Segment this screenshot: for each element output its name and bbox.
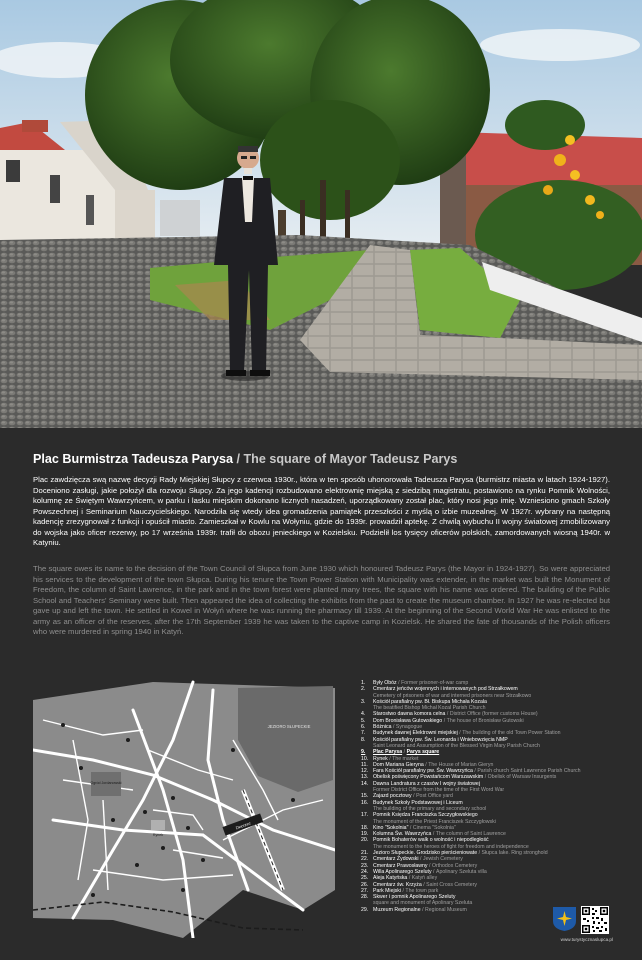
legend-label-en: Parish church Saint Lawrence Parish Church (477, 768, 581, 775)
legend-number: 6. (361, 724, 366, 731)
legend-label-en: Apolinary Szeluta villa (436, 868, 487, 875)
description-pl: Plac zawdzięcza swą nazwę decyzji Rady Miejskiej Słupcy z czerwca 1930r., która w ten sposób uhonorowała Tadeusza Parysa (burmistrz miasta w latach 1924-1927). Doceniono zasługi, jakie położył dla rozwoju Słupcy. Za jego kadencji rozbudowano elektrownię miejską z siedzibą magistratu, postawiono na rynku Pomnik Wolności, kolumnę ze Świętym Wawrzyńcem, w parku i lasku miejskim dokonano licznych nasadzeń, uporządkowany został plac, który nosi jego imię. Wzniesiono gmach Szkoły Powszechnej i Seminarium Nauczycielskiego. Narodziła się wtedy idea gromadzenia pamiątek przeszłości z myślą o izbie muzealnej. W 1927r. wybrany na następną kadencję zrezygnował z funkcji i opuścił miasto. Zamieszkał w Kowlu na Wołyniu, gdzie do 1939r. prowadził aptekę. Z chwilą wybuchu II wojny światowej zmobilizowany do wojska jako oficer rezerwy, po 17 września 1939r. trafił do obozu jenieckiego w Kozielsku. Podzielił los tysięcy oficerów polskich, zamordowanych wiosną 1940r. w Katyniu. (33, 475, 610, 547)
legend-number: 5. (361, 717, 366, 724)
legend-item-17-translation: The monument of the Priest Franciszek Szczygłowski (373, 818, 496, 825)
map-label-station: Dworzec (235, 820, 252, 831)
legend-number: 4. (361, 711, 366, 718)
map-label-square: Rynek (152, 833, 164, 837)
legend-label-pl: Kościół parafialny pw. Bł. Biskupa Michała Kozala (373, 698, 487, 705)
legend-separator: / (459, 730, 461, 737)
legend-label-pl: Willa Apolinarego Szeluty (373, 868, 432, 875)
page-title (33, 452, 613, 466)
legend-separator: / (403, 749, 406, 756)
legend-label-pl: Dawna Landratura z czasów I wojny światowej (373, 780, 480, 787)
legend-label-pl: Pomnik Księdza Franciszka Szczygłowskiego (373, 812, 478, 819)
legend-label-pl: Kino "Sokolnia" (373, 824, 409, 831)
legend-label-pl: Budynek Szkoły Podstawowej i Liceum (373, 799, 463, 806)
legend-item-3-translation: The beatified Bishop Michał Kozal Parish Church (373, 705, 486, 712)
legend-separator: / (392, 724, 395, 731)
legend-label-pl: Fara Kościół parafialny pw. Św. Wawrzyńca (373, 768, 473, 775)
legend-label-en: The building of the old Town Power Station (462, 730, 561, 737)
legend-separator: / (402, 887, 404, 894)
legend-item-2-translation: Cemetery of prisoners of war and interned prisoners near Strzałkowo (373, 692, 532, 699)
legend-label-en: The column of Saint Lawrence (435, 831, 506, 838)
legend-number: 9. (361, 749, 366, 756)
legend-label-en: District Office (former customs House) (449, 711, 538, 718)
legend-label-en: The house of Bronisław Gutowski (446, 717, 524, 724)
legend-label-en: Słupca lake. Ring stronghold (481, 850, 548, 857)
legend-label-en: The market (392, 755, 419, 762)
legend-number: 11. (361, 761, 368, 768)
legend-label-en: Orthodox Cemetery (431, 862, 478, 869)
legend-separator: / (432, 831, 435, 838)
legend-number: 22. (361, 856, 369, 863)
legend-label-pl: Muzeum Regionalne (373, 906, 421, 913)
legend-label-en: Obelisk of Warsaw Insurgents (487, 774, 557, 781)
legend-label-pl: Bóżnica (373, 724, 392, 731)
legend-label-pl: Cmentarz Prawosławny (373, 862, 428, 869)
legend-number: 12. (361, 768, 369, 775)
website-url[interactable]: www.turystycznaslupca.pl (560, 937, 613, 942)
legend-label-pl: Skwer i pomnik Apolinarego Szeluty (373, 894, 456, 901)
legend-number: 7. (361, 730, 366, 737)
legend-separator: / (413, 793, 415, 800)
legend-label-en: Post Office yard (416, 793, 453, 800)
legend-number: 8. (361, 736, 366, 743)
map-label-park: Ogród Jordanowski (90, 781, 122, 785)
legend-label-pl: Aleja Katyńska (373, 875, 408, 882)
legend-separator: / (422, 906, 424, 913)
legend-label-pl: Plac Parysa (373, 749, 403, 756)
legend-label-en: The House of Marian Gieryn (428, 761, 494, 768)
title-pl: Plac Burmistrza Tadeusza Parysa (33, 452, 233, 466)
legend-item-8-translation: Saint Leonard and Assumption of the Blessed Virgin Mary Parish Church (373, 742, 540, 749)
legend-label-en: Katyń alley (411, 875, 438, 882)
square-photo (0, 0, 642, 428)
legend-label-en: Cinema "Sokolnia" (412, 824, 456, 831)
legend-label-en: Regional Museum (425, 906, 467, 913)
legend-separator: / (409, 824, 412, 831)
legend-separator: / (408, 875, 411, 882)
legend-label-en: Synagogue (395, 724, 423, 731)
legend-number: 29. (361, 906, 369, 913)
legend-separator: / (423, 881, 425, 888)
legend-label-pl: Pomnik Bohaterów walk o wolność i niepodległość (373, 837, 489, 844)
legend-label-pl: Cmentarz św. Krzyża (373, 881, 422, 888)
legend-item-16-translation: The building of the primary and secondary school (373, 805, 487, 812)
legend-label-en: Saint Cross Cemetery (426, 881, 477, 888)
legend-number: 19. (361, 831, 369, 838)
legend-label-pl: Starostwo dawna komora celna (373, 711, 446, 718)
town-map (33, 680, 335, 938)
title-en: The square of Mayor Tadeusz Parys (243, 452, 458, 466)
square-illustration (0, 0, 642, 428)
legend-item-28-translation: square and monument of Apolinary Szeluta (373, 900, 473, 907)
legend-number: 20. (361, 837, 369, 844)
legend-label-pl: Dom Mariana Gieryna (373, 761, 424, 768)
legend-number: 3. (361, 698, 366, 705)
description-en: The square owes its name to the decision of the Town Council of Słupca from June 1930 which honoured Tadeusz Parys (the Mayor in 1924-1927). So were appreciated his services to the development of the town Słupca. During his tenure the Town Power Station with Municipality was extender, in the market was built the Monument of Freedom, the column of Saint Lawrence, in the park and in the town forest were planted many trees, the square with his name was ordered. The building of the Public School and Teachers' Seminary were built. Then appeared the idea of collecting the exhibits from the past to create the museum chamber. In 1927 he was re-elected but gave up and left the town. He settled in Kowel in Wołyń where he was running the pharmacy till 1939. At the beginning of the Second World War He was enlisted to the army as an officer of the reserves, after the 17th September 1939 he was taken to the captive camp in Kozielsk. He shared the fate of thousands of the Polish officers who were murdered in spring 1940 in Katyń. (33, 564, 610, 636)
legend-number: 26. (361, 881, 369, 888)
legend-number: 15. (361, 793, 369, 800)
title-separator: / (236, 452, 240, 466)
legend-number: 1. (361, 680, 366, 686)
legend-number: 10. (361, 755, 369, 762)
legend-number: 17. (361, 812, 369, 819)
legend-separator: / (389, 755, 391, 762)
legend-number: 21. (361, 850, 369, 857)
town-map-drawing (33, 680, 335, 938)
legend-separator: / (484, 774, 487, 781)
legend-separator: / (425, 761, 427, 768)
legend-number: 18. (361, 824, 369, 831)
legend-label-pl: Kolumna Św. Wawrzyńca (373, 831, 432, 838)
legend-label-en: Former prisoner-of-war camp (401, 680, 469, 686)
legend-label-pl: Park Miejski (373, 887, 401, 894)
legend-label-en: Parys square (406, 749, 440, 756)
legend-number: 24. (361, 868, 369, 875)
town-coat-of-arms-icon (552, 906, 577, 932)
legend-label-pl: Były Obóz (373, 680, 397, 686)
legend-label-en: Jewish Cemetery (423, 856, 463, 863)
market-area (151, 820, 165, 830)
legend-number: 14. (361, 780, 369, 787)
legend-number: 2. (361, 686, 366, 693)
legend-separator: / (420, 856, 422, 863)
legend-label-pl: Cmentarz jeńców wojennych i internowanych pod Strzałkowem (373, 686, 518, 693)
landmark-legend (361, 680, 626, 913)
info-panel (0, 428, 642, 960)
legend-number: 28. (361, 894, 369, 901)
legend-separator: / (474, 768, 476, 775)
legend-label-pl: Budynek dawnej Elektrowni miejskiej (373, 730, 458, 737)
legend-item-14-translation: Former District Office from the time of the First Word War (373, 787, 505, 794)
legend-separator: / (446, 711, 449, 718)
legend-label-pl: Cmentarz Żydowski (373, 856, 419, 863)
legend-label-pl: Rynek (373, 755, 388, 762)
legend-separator: / (398, 680, 400, 686)
legend-label-pl: Dom Bronisława Gutowskiego (373, 717, 443, 724)
legend-label-pl: Kościół parafialny pw. Św. Leonarda i Wniebowzięcia NMP (373, 736, 508, 743)
legend-separator: / (429, 862, 431, 869)
legend-item-20-translation: The monument to the heroes of fight for freedom and independence (373, 843, 529, 850)
legend-label-en: The town park (405, 887, 439, 894)
legend-separator: / (478, 850, 481, 857)
legend-number: 23. (361, 862, 369, 869)
legend-separator: / (433, 868, 435, 875)
qr-code-icon[interactable] (581, 906, 609, 934)
legend-label-pl: Jezioro Słupeckie. Grodzisko pierścieniowate (373, 850, 478, 857)
legend-number: 16. (361, 799, 369, 806)
legend-label-pl: Obelisk poświęcony Powstańcom Warszawskim (373, 774, 484, 781)
legend-number: 27. (361, 887, 369, 894)
legend-label-pl: Zajazd pocztowy (373, 793, 412, 800)
legend-number: 25. (361, 875, 369, 882)
map-label-lake: JEZIORO SŁUPECKIE (267, 724, 311, 729)
legend-separator: / (443, 717, 446, 724)
legend-number: 13. (361, 774, 369, 781)
